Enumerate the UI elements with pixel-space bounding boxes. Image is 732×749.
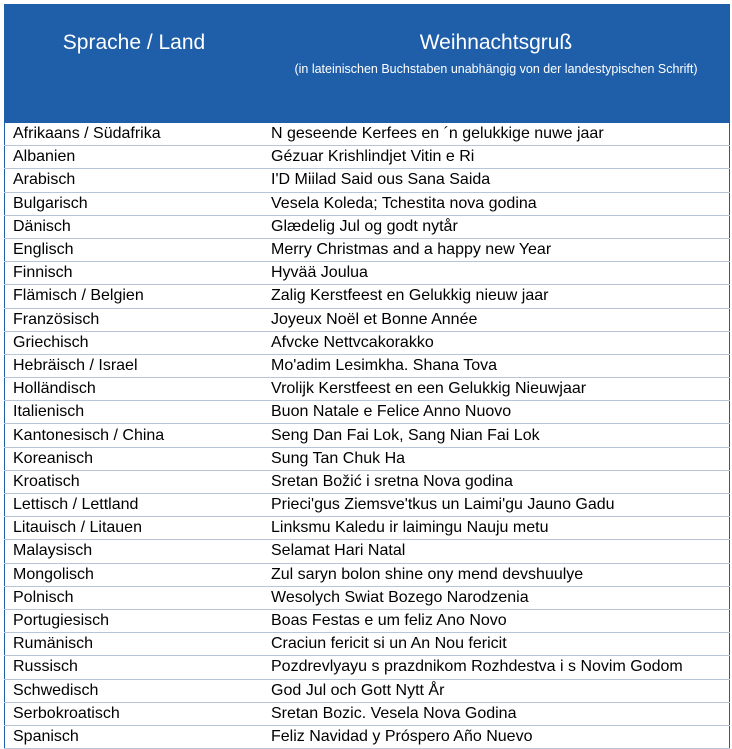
language-cell: Kantonesisch / China	[5, 424, 264, 447]
greeting-cell: Mo'adim Lesimkha. Shana Tova	[263, 354, 730, 377]
table-row	[5, 215, 730, 238]
header-greeting	[263, 5, 730, 124]
table-row	[5, 354, 730, 377]
header-greeting-title: Weihnachtsgruß	[419, 31, 573, 54]
table-row	[5, 192, 730, 215]
table-row	[5, 679, 730, 702]
greeting-cell: Hyvää Joulua	[263, 262, 730, 285]
greeting-cell: Craciun fericit si un An Nou fericit	[263, 633, 730, 656]
table-row	[5, 308, 730, 331]
language-cell: Spanisch	[5, 725, 264, 748]
greeting-cell: Afvcke Nettvcakorakko	[263, 331, 730, 354]
greeting-cell: Prieci'gus Ziemsve'tkus un Laimi'gu Jauno Gadu	[263, 494, 730, 517]
table-row	[5, 285, 730, 308]
greeting-cell: N geseende Kerfees en ´n gelukkige nuwe jaar	[263, 123, 730, 146]
language-cell: Serbokroatisch	[5, 702, 264, 725]
table-row	[5, 331, 730, 354]
table-row	[5, 656, 730, 679]
greeting-cell: Gézuar Krishlindjet Vitin e Ri	[263, 146, 730, 169]
table-row	[5, 123, 730, 146]
table-row	[5, 378, 730, 401]
greeting-cell: Seng Dan Fai Lok, Sang Nian Fai Lok	[263, 424, 730, 447]
greeting-cell: Sretan Božić i sretna Nova godina	[263, 470, 730, 493]
language-cell: Litauisch / Litauen	[5, 517, 264, 540]
language-cell: Arabisch	[5, 169, 264, 192]
table-row	[5, 146, 730, 169]
greeting-cell: Sretan Bozic. Vesela Nova Godina	[263, 702, 730, 725]
greeting-cell: Zalig Kerstfeest en Gelukkig nieuw jaar	[263, 285, 730, 308]
table-row	[5, 609, 730, 632]
table-row	[5, 470, 730, 493]
language-cell: Albanien	[5, 146, 264, 169]
language-cell: Schwedisch	[5, 679, 264, 702]
table-header-row	[5, 5, 730, 124]
language-cell: Afrikaans / Südafrika	[5, 123, 264, 146]
language-cell: Polnisch	[5, 586, 264, 609]
language-cell: Dänisch	[5, 215, 264, 238]
greeting-cell: Feliz Navidad y Próspero Año Nuevo	[263, 725, 730, 748]
greeting-cell: Buon Natale e Felice Anno Nuovo	[263, 401, 730, 424]
table-row	[5, 586, 730, 609]
greeting-cell: Merry Christmas and a happy new Year	[263, 238, 730, 261]
table-row	[5, 633, 730, 656]
greeting-cell: Zul saryn bolon shine ony mend devshuulye	[263, 563, 730, 586]
language-cell: Koreanisch	[5, 447, 264, 470]
language-cell: Französisch	[5, 308, 264, 331]
table-row	[5, 401, 730, 424]
table-row	[5, 494, 730, 517]
table-row	[5, 447, 730, 470]
greeting-cell: Vrolijk Kerstfeest en een Gelukkig Nieuwjaar	[263, 378, 730, 401]
language-cell: Flämisch / Belgien	[5, 285, 264, 308]
greeting-cell: God Jul och Gott Nytt År	[263, 679, 730, 702]
language-cell: Portugiesisch	[5, 609, 264, 632]
greeting-cell: Joyeux Noël et Bonne Année	[263, 308, 730, 331]
greeting-cell: Selamat Hari Natal	[263, 540, 730, 563]
table-row	[5, 540, 730, 563]
language-cell: Malaysisch	[5, 540, 264, 563]
language-cell: Holländisch	[5, 378, 264, 401]
language-cell: Hebräisch / Israel	[5, 354, 264, 377]
table-body	[5, 123, 730, 749]
header-language: Sprache / Land	[5, 5, 264, 124]
language-cell: Finnisch	[5, 262, 264, 285]
table-row	[5, 424, 730, 447]
language-cell: Mongolisch	[5, 563, 264, 586]
greeting-cell: Sung Tan Chuk Ha	[263, 447, 730, 470]
table-row	[5, 725, 730, 748]
greeting-cell: Vesela Koleda; Tchestita nova godina	[263, 192, 730, 215]
language-cell: Kroatisch	[5, 470, 264, 493]
table-row	[5, 517, 730, 540]
language-cell: Lettisch / Lettland	[5, 494, 264, 517]
greeting-cell: I'D Miilad Said ous Sana Saida	[263, 169, 730, 192]
greetings-table	[4, 4, 730, 749]
language-cell: Italienisch	[5, 401, 264, 424]
greeting-cell: Linksmu Kaledu ir laimingu Nauju metu	[263, 517, 730, 540]
language-cell: Rumänisch	[5, 633, 264, 656]
table-row	[5, 238, 730, 261]
language-cell: Griechisch	[5, 331, 264, 354]
language-cell: Englisch	[5, 238, 264, 261]
greeting-cell: Wesolych Swiat Bozego Narodzenia	[263, 586, 730, 609]
language-cell: Bulgarisch	[5, 192, 264, 215]
table-row	[5, 169, 730, 192]
table-row	[5, 262, 730, 285]
header-greeting-subtitle: (in lateinischen Buchstaben unabhängig von der landestypischen Schrift)	[294, 62, 698, 76]
greeting-cell: Boas Festas e um feliz Ano Novo	[263, 609, 730, 632]
language-cell: Russisch	[5, 656, 264, 679]
table-row	[5, 702, 730, 725]
table-row	[5, 563, 730, 586]
greeting-cell: Glædelig Jul og godt nytår	[263, 215, 730, 238]
greeting-cell: Pozdrevlyayu s prazdnikom Rozhdestva i s Novim Godom	[263, 656, 730, 679]
greetings-table-container	[4, 4, 728, 749]
